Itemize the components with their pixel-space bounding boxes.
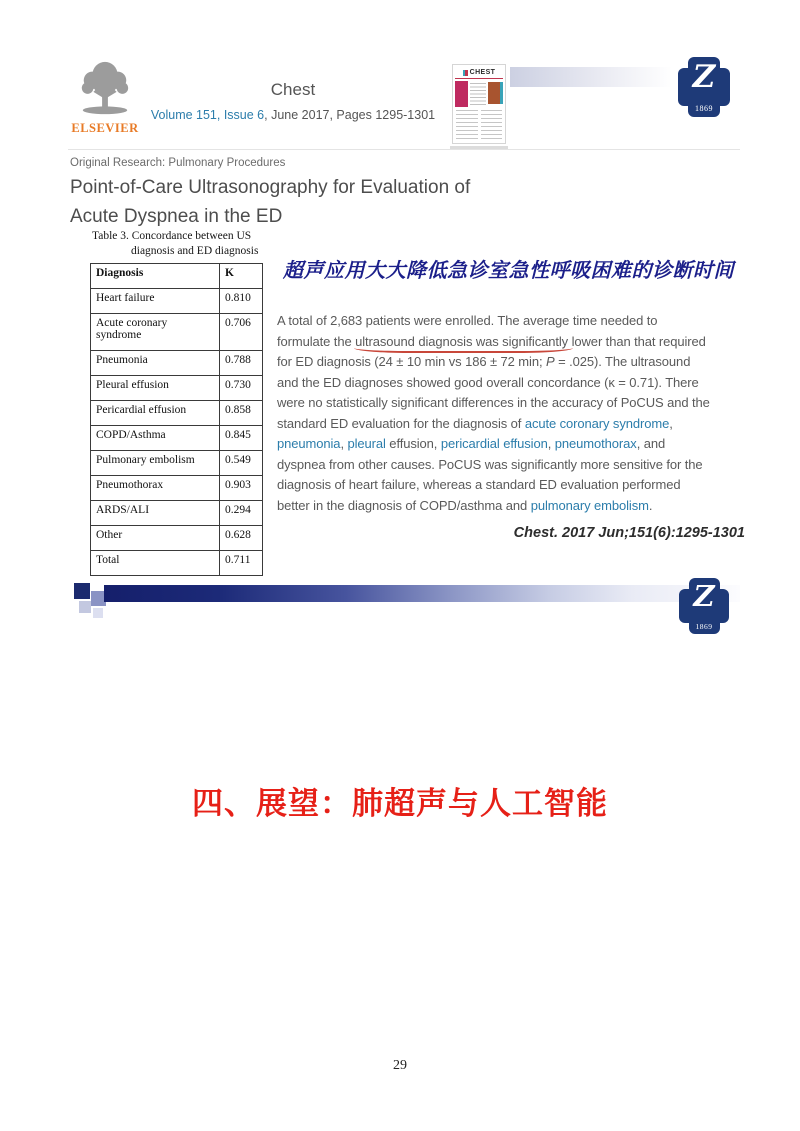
journal-title: Chest <box>270 80 316 99</box>
abstract-line <box>277 455 757 476</box>
abstract-text: , <box>669 415 673 431</box>
kappa-cell: 0.549 <box>220 451 263 476</box>
chest-cover-rule <box>455 78 503 79</box>
elsevier-tree-icon <box>76 58 134 120</box>
chinese-highlight-heading: 超声应用大大降低急诊室急性呼吸困难的诊断时间 <box>283 260 734 282</box>
z-1869-logo-top <box>678 57 730 117</box>
abstract-term-link[interactable]: pneumothorax <box>554 436 637 451</box>
abstract-line <box>277 475 757 496</box>
article-title <box>70 173 470 231</box>
header-divider-line <box>68 149 740 150</box>
kappa-cell: 0.628 <box>220 526 263 551</box>
kappa-cell: 0.845 <box>220 426 263 451</box>
abstract-term-link[interactable]: pneumonia <box>277 436 341 451</box>
table-row <box>91 526 263 551</box>
article-section-label: Original Research: Pulmonary Procedures <box>70 157 286 169</box>
kappa-cell: 0.810 <box>220 289 263 314</box>
diagnosis-cell: Acute coronary syndrome <box>91 314 220 351</box>
table-row <box>91 376 263 401</box>
divider-square-dark <box>74 583 90 599</box>
table-body <box>91 289 263 576</box>
z-logo-letter: Z <box>692 59 716 95</box>
table-row <box>91 289 263 314</box>
z-logo-year: 1869 <box>695 622 713 631</box>
abstract-line <box>277 311 757 332</box>
abstract-text: formulate the <box>277 333 356 349</box>
volume-line <box>145 108 441 122</box>
table-row <box>91 551 263 576</box>
abstract-line <box>277 332 757 353</box>
kappa-cell: 0.788 <box>220 351 263 376</box>
chest-cover-title: CHEST <box>469 69 496 76</box>
chest-cover-text-lines <box>470 83 486 107</box>
table-caption-line1: Table 3. Concordance between US <box>92 230 252 242</box>
abstract-paragraph <box>277 311 757 516</box>
kappa-cell: 0.903 <box>220 476 263 501</box>
diagnosis-cell: ARDS/ALI <box>91 501 220 526</box>
table-row <box>91 351 263 376</box>
abstract-text: ultrasound diagnosis was significantly <box>355 333 569 349</box>
kappa-cell: 0.294 <box>220 501 263 526</box>
z-1869-logo-divider <box>679 578 729 634</box>
abstract-text: diagnosis of heart failure, whereas a standard ED evaluation performed <box>277 477 681 492</box>
abstract-text: lower than that required <box>568 333 706 349</box>
volume-issue-link[interactable]: Volume 151, Issue 6 <box>150 108 265 122</box>
table-row <box>91 501 263 526</box>
diagnosis-cell: COPD/Asthma <box>91 426 220 451</box>
abstract-term-link[interactable]: pericardial effusion <box>440 436 548 451</box>
abstract-text: , <box>547 436 555 451</box>
chest-cover-image <box>488 82 503 104</box>
abstract-text: better in the diagnosis of COPD/asthma and <box>277 497 531 513</box>
elsevier-wordmark: ELSEVIER <box>71 121 139 135</box>
abstract-text: effusion, <box>385 436 441 451</box>
table-caption-line2: diagnosis and ED diagnosis <box>131 245 259 257</box>
diagnosis-cell: Pleural effusion <box>91 376 220 401</box>
chest-cover-pink-block <box>455 81 468 107</box>
elsevier-logo <box>66 58 144 136</box>
abstract-line <box>277 434 757 455</box>
abstract-term-link[interactable]: pleural <box>347 436 386 451</box>
article-title-line1: Point-of-Care Ultrasonography for Evaluation of <box>70 177 471 198</box>
table-header-row <box>91 264 263 289</box>
divider-gradient-bar <box>104 585 740 602</box>
chest-cover-body <box>453 81 505 107</box>
divider-square-light <box>79 601 91 613</box>
diagnosis-cell: Heart failure <box>91 289 220 314</box>
table-row <box>91 451 263 476</box>
abstract-line <box>277 496 757 517</box>
table-row <box>91 401 263 426</box>
chest-journal-cover <box>452 64 506 144</box>
abstract-line <box>277 393 757 414</box>
table-row <box>91 314 263 351</box>
abstract-text: for ED diagnosis (24 ± 10 min vs 186 ± 72 min; <box>277 354 546 369</box>
table-row <box>91 476 263 501</box>
diagnosis-cell: Other <box>91 526 220 551</box>
diagnosis-cell: Pneumonia <box>91 351 220 376</box>
abstract-line <box>277 373 757 394</box>
journal-citation: Chest. 2017 Jun;151(6):1295-1301 <box>513 525 745 541</box>
abstract-term-link[interactable]: pulmonary embolism <box>530 497 649 513</box>
page-number: 29 <box>393 1058 407 1073</box>
diagnosis-cell: Pericardial effusion <box>91 401 220 426</box>
diagnosis-cell: Pneumothorax <box>91 476 220 501</box>
header-light-bar <box>510 67 672 87</box>
concordance-table <box>90 263 263 576</box>
kappa-cell: 0.706 <box>220 314 263 351</box>
kappa-cell: 0.858 <box>220 401 263 426</box>
chest-cover-logo-icon <box>463 70 468 76</box>
kappa-cell: 0.711 <box>220 551 263 576</box>
abstract-text: standard ED evaluation for the diagnosis of <box>277 415 525 431</box>
chest-cover-masthead <box>453 68 505 77</box>
abstract-text: . <box>648 497 653 513</box>
diagnosis-cell: Total <box>91 551 220 576</box>
z-logo-year: 1869 <box>695 104 713 113</box>
chest-cover-toc <box>456 110 502 142</box>
abstract-term-link[interactable]: acute coronary syndrome <box>524 415 670 431</box>
abstract-text: = .025). The ultrasound <box>554 354 691 369</box>
journal-header <box>145 80 441 122</box>
article-title-line2: Acute Dyspnea in the ED <box>70 206 283 227</box>
abstract-text: A total of 2,683 patients were enrolled. The average time needed to <box>277 313 658 328</box>
divider-square-pale <box>93 608 103 618</box>
table-row <box>91 426 263 451</box>
table-caption <box>92 229 258 259</box>
abstract-text: P <box>545 354 555 369</box>
abstract-text: , and <box>636 436 666 451</box>
abstract-line <box>277 352 757 373</box>
column-header-diagnosis: Diagnosis <box>91 264 220 289</box>
abstract-text: were no statistically significant differences in the accuracy of PoCUS and the <box>277 395 710 410</box>
z-logo-letter: Z <box>693 579 715 613</box>
issue-info: , June 2017, Pages 1295-1301 <box>264 108 436 122</box>
abstract-text: , <box>340 436 348 451</box>
slide2-section-title: 四、展望：肺超声与人工智能 <box>192 786 608 821</box>
abstract-line <box>277 414 757 435</box>
kappa-cell: 0.730 <box>220 376 263 401</box>
column-header-k: K <box>220 264 263 289</box>
diagnosis-cell: Pulmonary embolism <box>91 451 220 476</box>
abstract-text: dyspnea from other causes. PoCUS was significantly more sensitive for the <box>277 456 703 472</box>
abstract-text: and the ED diagnoses showed good overall concordance (κ = 0.71). There <box>277 374 699 390</box>
